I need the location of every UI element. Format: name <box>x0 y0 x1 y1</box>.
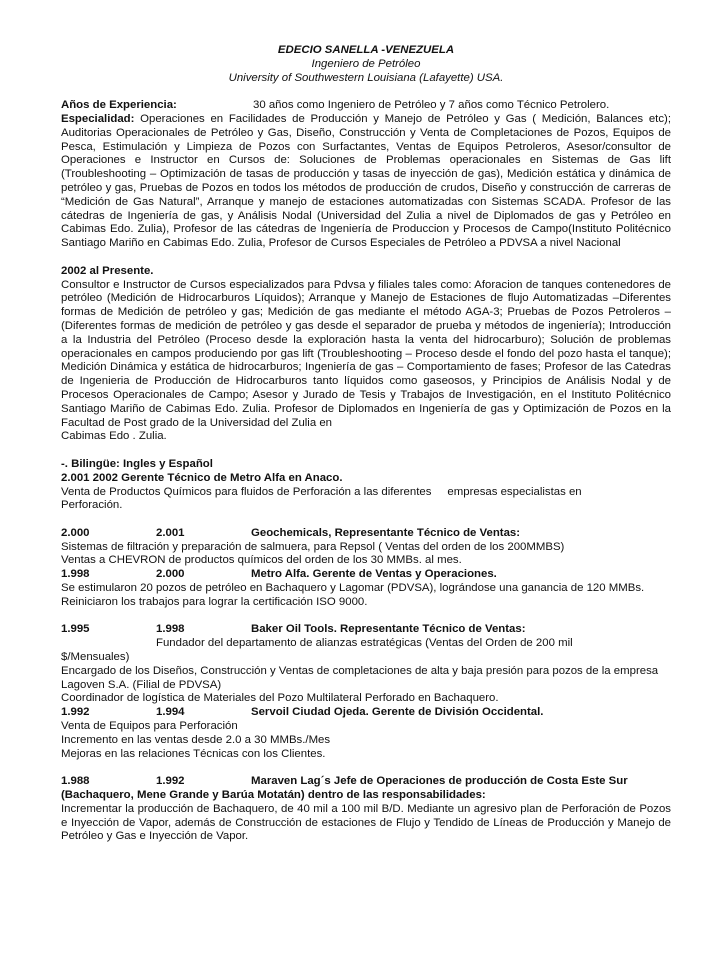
job-1998-from: 1.998 <box>61 568 90 581</box>
candidate-title: Ingeniero de Petróleo <box>311 57 421 70</box>
job-1992-to: 1.994 <box>156 706 185 719</box>
job-1992-line-2: Incremento en las ventas desde 2.0 a 30 MMBs./Mes <box>61 733 331 746</box>
job-1995-to: 1.998 <box>156 623 185 636</box>
experience-label: Años de Experiencia: <box>61 99 177 112</box>
job-2001-text-a: Venta de Productos Químicos para fluidos de Perforación a las diferentes <box>61 485 432 498</box>
job-1992-role: Servoil Ciudad Ojeda. Gerente de División Occidental. <box>251 706 544 719</box>
job-1995-line-1: Fundador del departamento de alianzas estratégicas (Ventas del Orden de 200 mil <box>156 637 573 650</box>
job-1998-line-2: Reiniciaron los trabajos para lograr la certificación ISO 9000. <box>61 595 368 608</box>
job-1988-from: 1.988 <box>61 775 90 788</box>
job-1988-role: Maraven Lag´s Jefe de Operaciones de producción de Costa Este Sur <box>251 775 628 788</box>
job-1995-from: 1.995 <box>61 623 90 636</box>
specialty-label: Especialidad: <box>61 112 135 125</box>
present-text-end: Cabimas Edo . Zulia. <box>61 430 167 443</box>
job-1992-from: 1.992 <box>61 706 90 719</box>
experience-line <box>61 99 671 113</box>
resume-page <box>61 44 671 844</box>
job-2000-to: 2.001 <box>156 526 185 539</box>
job-1998-line-1: Se estimularon 20 pozos de petróleo en Bachaquero y Lagomar (PDVSA), lográndose una ganancia de 120 MMBs. <box>61 582 645 595</box>
job-2000-role: Geochemicals, Representante Técnico de Ventas: <box>251 526 521 539</box>
job-1998-role: Metro Alfa. Gerente de Ventas y Operaciones. <box>251 568 497 581</box>
job-2001-text-b: empresas especialistas en <box>447 485 582 498</box>
job-1988-heading <box>61 775 671 789</box>
job-1995-role: Baker Oil Tools. Representante Técnico de Ventas: <box>251 623 526 636</box>
job-2000-heading <box>61 527 671 541</box>
job-2000-line-2: Ventas a CHEVRON de productos químicos del orden de los 30 MMBs. al mes. <box>61 554 462 567</box>
present-heading: 2002 al Presente. <box>61 264 154 277</box>
specialty-text: Operaciones en Facilidades de Producción y Manejo de Petróleo y Gas ( Medición, Balances etc); Auditorias Operacionales de Petróleo y Gas, Diseño, Construcción y Venta de Completaciones de Pozos, Equipos de Pesca, Estimulación y Limpieza de Pozos con Surfactantes, Ventas de Equipos Petroleros, Asesor/consultor de Operaciones e Instructor en Cursos de: Soluciones de Problemas operacionales en Sistemas de Gas lift (Troubleshooting – Optimización de tasas de producción y tasas de inyección de gas), Medición estática y dinámica de petróleo y gas, Pruebas de Pozos en todos los métodos de producción de crudos, Diseño y construcción de carreras de “Medición de Gas Natural”, Arranque y manejo de estaciones automatizadas con Sistemas SCADA. Profesor de las cátedras de Ingeniería de gas, y Análisis Nodal (Universidad del Zulia a nivel de Diplomados de gas y Petróleo en Cabimas Edo. Zulia), Profesor de las cátedras de Ingeniería de Produccion y Procesos de Campo(Instituto Politécnico Santiago Mariño en Cabimas Edo. Zulia, Profesor de Cursos Especiales de Petróleo a PDVSA a nivel Nacional <box>61 112 671 250</box>
job-2001-line-2: Perforación. <box>61 499 123 512</box>
job-1988-line-1: Incrementar la producción de Bachaquero, de 40 mil a 100 mil B/D. Mediante un agresivo plan de Perforación de Pozos e Inyección de Vapor, además de Construcción de estaciones de Flujo y Tendido de Líneas de Producción y Manejo de Petróleo y Gas e Inyección de Vapor. <box>61 802 671 843</box>
job-1995-line-2: Encargado de los Diseños, Construcción y Ventas de completaciones de alta y baja presión para pozos de la empresa Lagoven S.A. (Filial de PDVSA) <box>61 664 659 691</box>
present-text: Consultor e Instructor de Cursos especializados para Pdvsa y filiales tales como: Aforacion de tanques contenedores de petróleo (Medición de Hidrocarburos Líquidos); Arranque y Manejo de Estaciones de flujo Automatizadas –Diferentes formas de Medición de petróleo y gas; Medición de gas mediante el método AGA-3; Pruebas de Pozos Petroleros – (Diferentes formas de medición de petróleo y gas desde el separador de prueba y métodos de ingeniería); Introducción a la Industria del Petróleo (Proceso desde la exploración hasta la venta del hidrocarburo); Solución de problemas operacionales en campos produciendo por gas lift (Troubleshooting – Proceso desde el fondo del pozo hasta el tanque); Medición Dinámica y estática de hidrocarburos; Ingeniería de gas – Comportamiento de fases; Profesor de las Catedras de Ingenieria de Producción de Hidrocarburos tanto líquidos como gaseosos, y Principios de Análisis Nodal y de Procesos Operacionales de Campo; Asesor y Jurado de Tesis y Trabajos de Investigación, en el Instituto Politécnico Santiago Mariño de Cabimas Edo. Zulia. Profesor de Diplomados en Ingeniería de gas y Optimización de Pozos en la Facultad de Post grado de la Universidad del Zulia en <box>61 278 671 429</box>
job-2000-from: 2.000 <box>61 526 90 539</box>
job-1998-heading <box>61 568 671 582</box>
experience-value: 30 años como Ingeniero de Petróleo y 7 años como Técnico Petrolero. <box>253 99 610 112</box>
job-1998-to: 2.000 <box>156 568 185 581</box>
candidate-university: University of Southwestern Louisiana (Lafayette) USA. <box>228 71 504 84</box>
job-1995-heading <box>61 623 671 637</box>
job-1995-line-3: Coordinador de logística de Materiales del Pozo Multilateral Perforado en Bachaquero. <box>61 692 499 705</box>
resume-header <box>61 44 671 85</box>
job-1988-heading-2: (Bachaquero, Mene Grande y Barúa Motatán) dentro de las responsabilidades: <box>61 789 486 802</box>
job-2000-line-1: Sistemas de filtración y preparación de salmuera, para Repsol ( Ventas del orden de los 200MMBS) <box>61 540 565 553</box>
job-1992-line-3: Mejoras en las relaciones Técnicas con los Clientes. <box>61 747 326 760</box>
job-1988-to: 1.992 <box>156 775 185 788</box>
candidate-name: EDECIO SANELLA -VENEZUELA <box>277 44 455 56</box>
job-1995-line-1b: $/Mensuales) <box>61 651 130 664</box>
specialty-paragraph <box>61 113 671 251</box>
job-2001-line-1 <box>61 486 671 500</box>
job-2001-heading: 2.001 2002 Gerente Técnico de Metro Alfa en Anaco. <box>61 471 343 484</box>
job-1992-heading <box>61 706 671 720</box>
job-1992-line-1: Venta de Equipos para Perforación <box>61 720 238 733</box>
bilingual-line: -. Bilingüe: Ingles y Español <box>61 457 213 470</box>
